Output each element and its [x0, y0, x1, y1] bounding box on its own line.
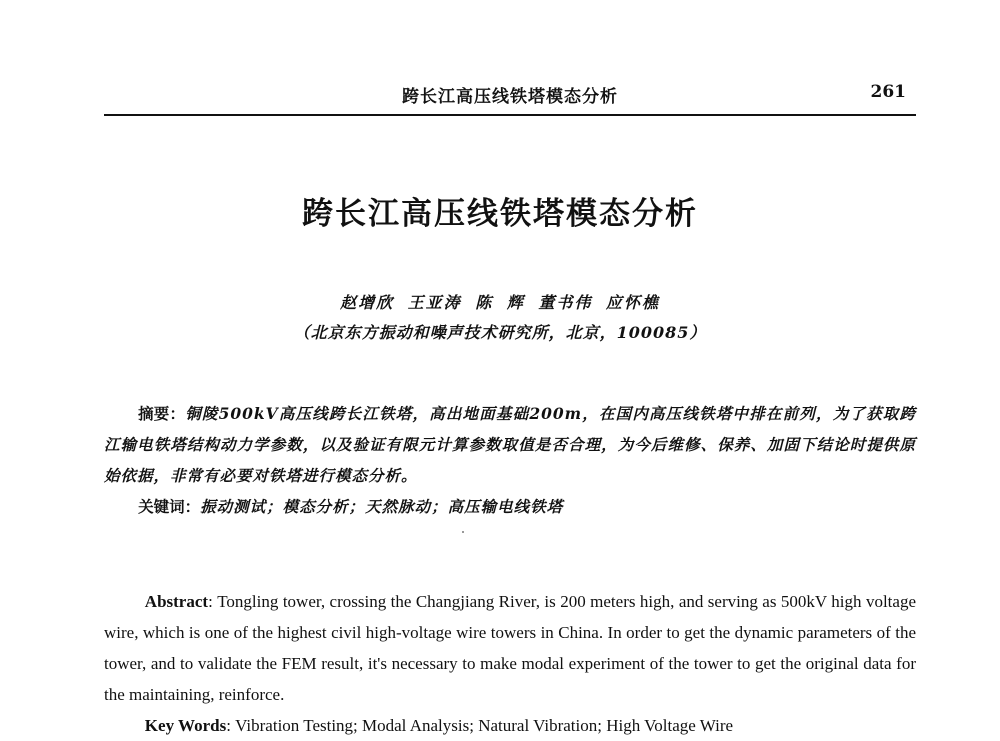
english-abstract-block — [104, 586, 916, 741]
paper-title: 跨长江高压线铁塔模态分析 — [302, 196, 698, 232]
page-number: 261 — [870, 82, 906, 102]
chinese-abstract-block — [104, 398, 916, 522]
english-keywords-text: Vibration Testing; Modal Analysis; Natural Vibration; High Voltage Wire — [235, 716, 734, 735]
running-header — [104, 78, 916, 116]
english-abstract-text: Tongling tower, crossing the Changjiang River, is 200 meters high, and serving as 500kV high voltage wire, which is one of the highest civil high-voltage wire towers in China. In order to get the dynamic parameters of the tower, and to validate the FEM result, it's necessary to make modal experiment of the tower to get the original data for the maintaining, reinforce. — [104, 592, 916, 704]
chinese-abstract-label: 摘要： — [138, 404, 186, 423]
paper-affiliation: （北京东方振动和噪声技术研究所，北京，100085） — [293, 323, 707, 342]
english-keywords: Key Words: Vibration Testing; Modal Analysis; Natural Vibration; High Voltage Wire — [144, 716, 734, 735]
chinese-abstract-text: 铜陵500kV高压线跨长江铁塔，高出地面基础200m，在国内高压线铁塔中排在前列，为了获取跨江输电铁塔结构动力学参数，以及验证有限元计算参数取值是否合理，为今后维修、保养、加固下结论时提供原始依据，非常有必要对铁塔进行模态分析。 — [104, 404, 916, 485]
paper-authors: 赵增欣 王亚涛 陈 辉 董书伟 应怀樵 — [340, 293, 660, 312]
running-title: 跨长江高压线铁塔模态分析 — [402, 87, 618, 107]
chinese-keywords-text: 振动测试；模态分析；天然脉动；高压输电线铁塔 — [200, 497, 564, 516]
speck — [462, 531, 464, 533]
english-abstract-label: Abstract — [144, 592, 209, 611]
chinese-keywords — [104, 491, 916, 522]
english-abstract: Abstract: Tongling tower, crossing the Changjiang River, is 200 meters high, and serving as 500kV high voltage wire, which is one of the highest civil high-voltage wire towers in China. In order to get the dynamic parameters of the tower, and to validate the FEM result, it's necessary to make modal experiment of the tower to get the original data for the maintaining, reinforce. — [104, 592, 916, 704]
chinese-keywords-label: 关键词： — [138, 497, 201, 516]
english-keywords-label: Key Words — [144, 716, 227, 735]
chinese-abstract — [104, 398, 916, 491]
